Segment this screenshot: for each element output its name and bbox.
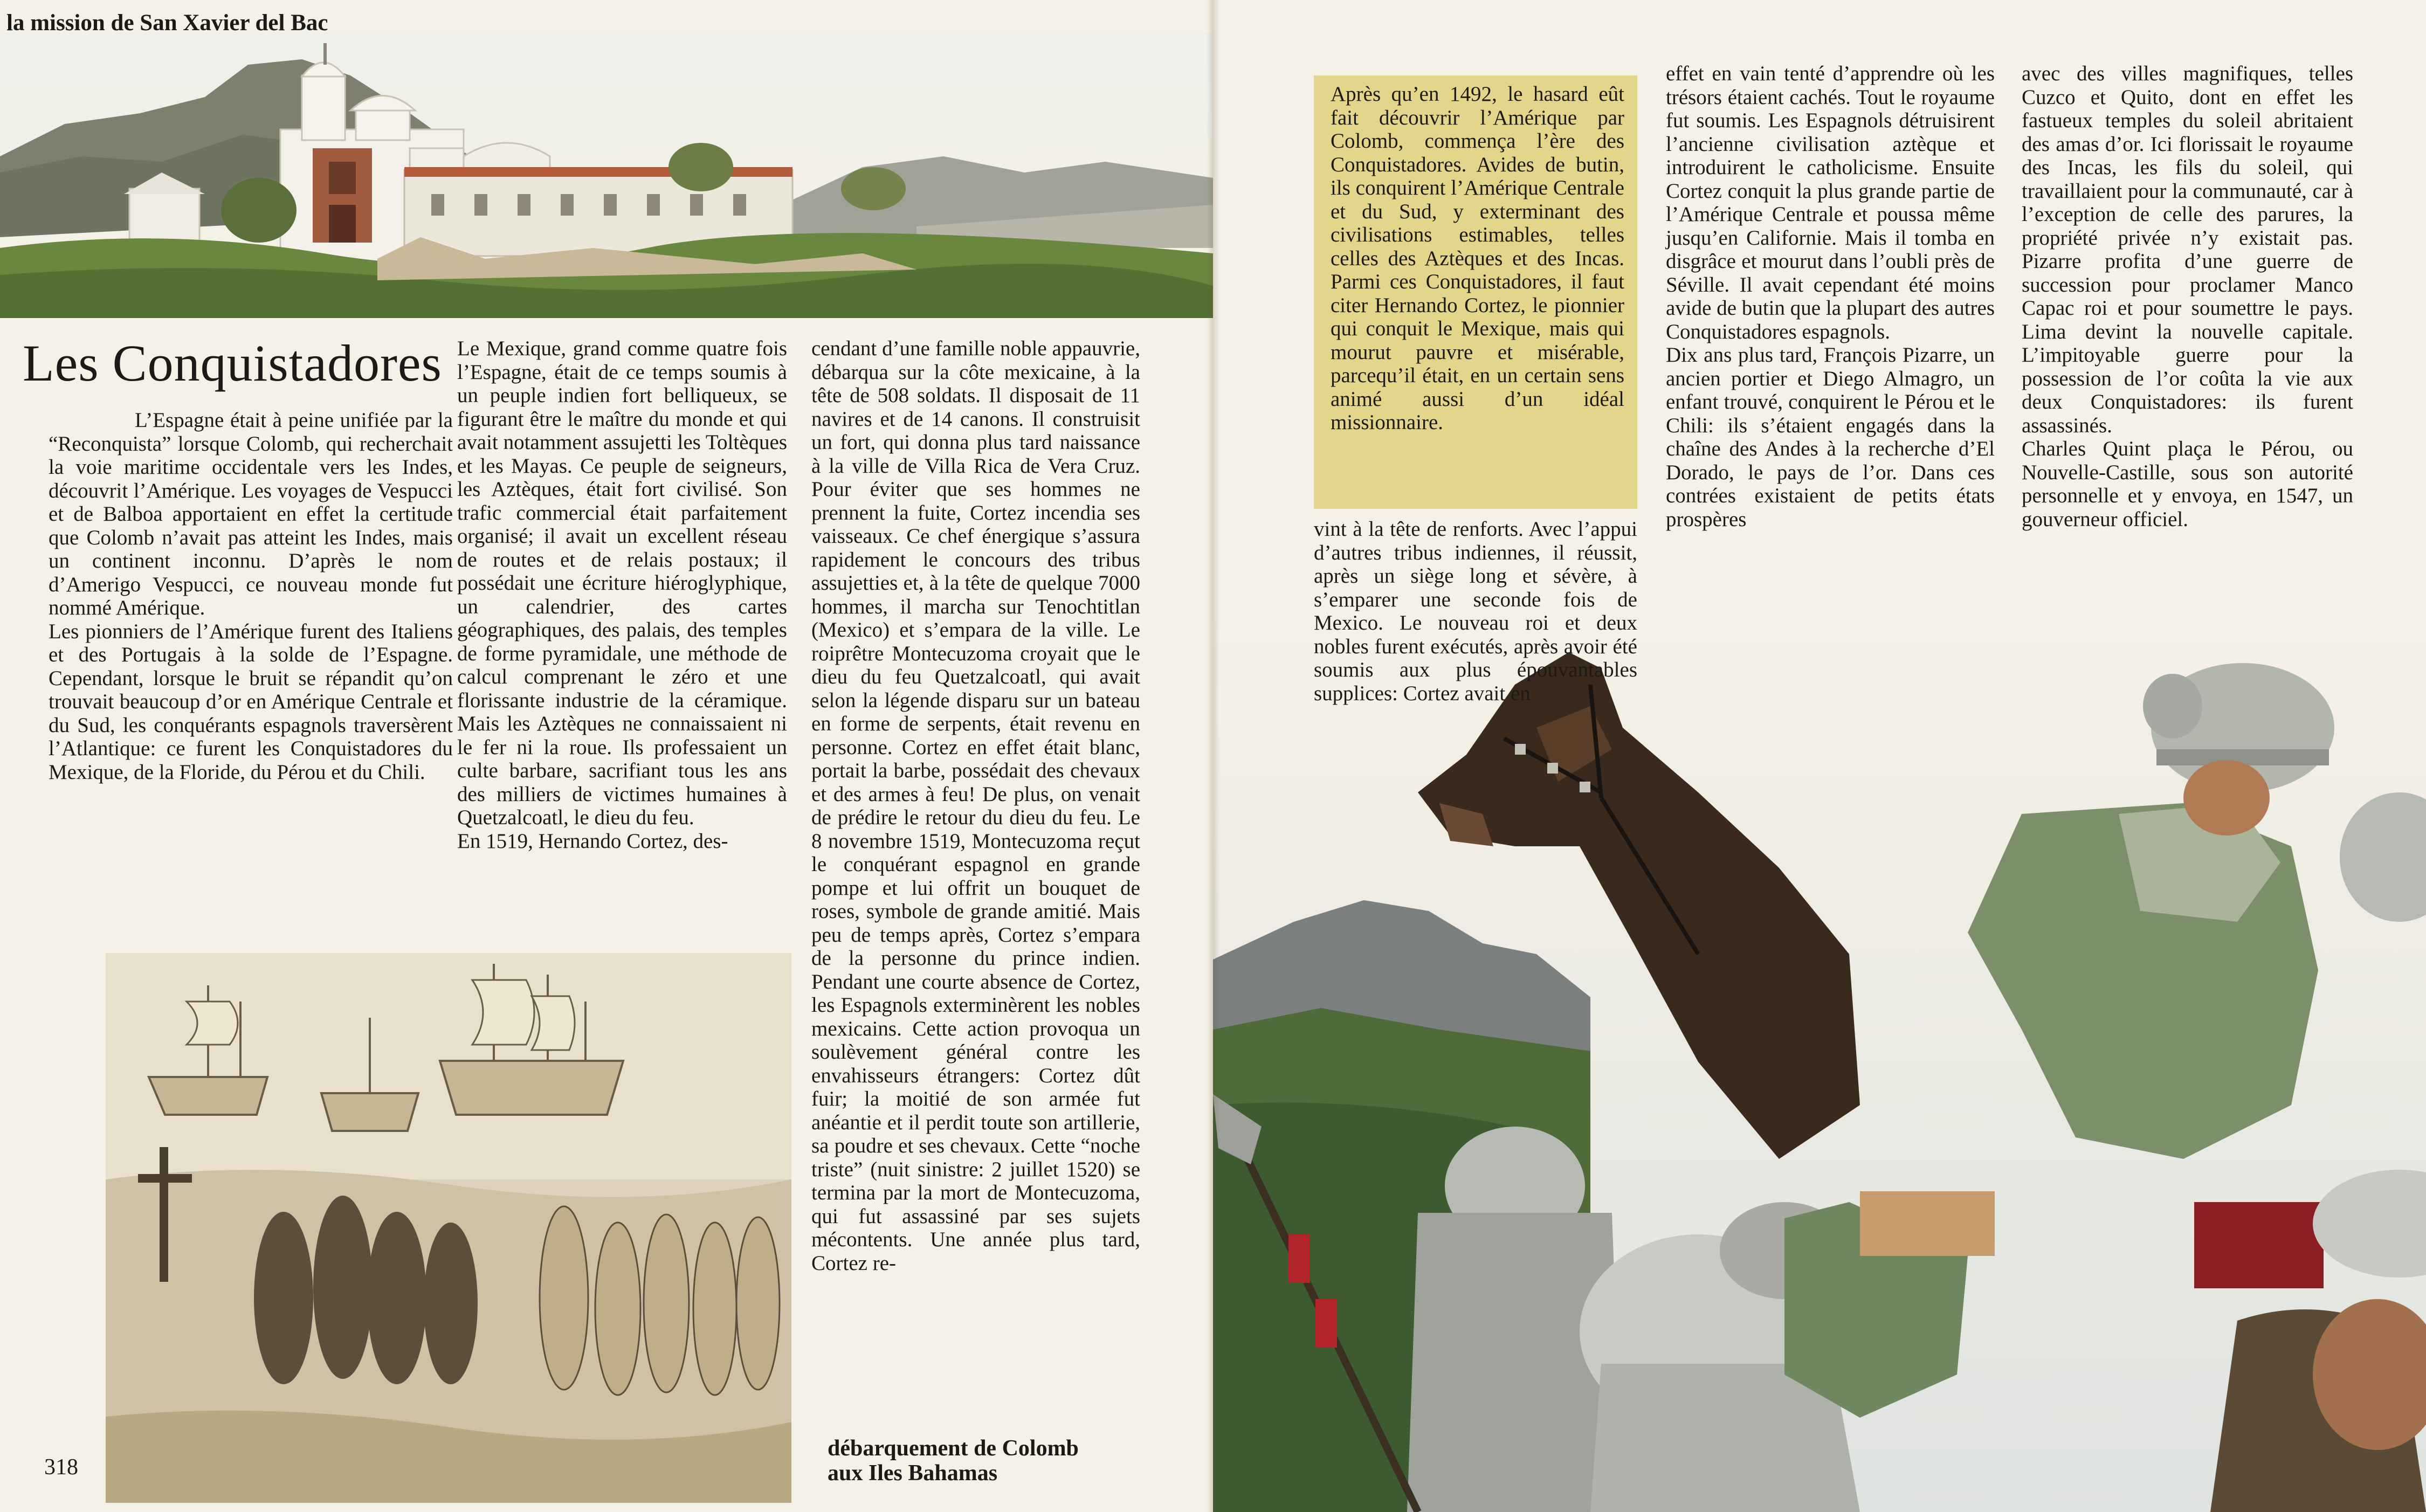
left-column-3 (811, 337, 1140, 1275)
page-number: 318 (44, 1455, 78, 1480)
left-column-2 (457, 337, 787, 853)
right-column-1 (1314, 517, 1637, 705)
conquistadors-painting (1213, 620, 2426, 1512)
caption-line: débarquement de Colomb (828, 1436, 1079, 1461)
paragraph: avec des villes magnifiques, telles Cuzco et Quito, dont en effet les fastueux temples du soleil abritaient des amas d’or. Ici florissait le royaume des Incas, les fils du soleil, qui travaillaient pour la communauté, car à l’exception de celle des parures, la propriété privée n’y existait pas. Pizarre profita d’une guerre de succession pour proclamer Manco Capac roi et pour soumettre le pays. Lima devint la nouvelle capitale. L’impitoyable guerre pour la possession de l’or coûta la vie aux deux Conquistadores: ils furent assassinés. (2022, 62, 2353, 437)
page-title: Les Conquistadores (23, 334, 442, 392)
paragraph: L’Espagne était à peine unifiée par la “Reconquista” lorsque Colomb, qui recherchait la voie maritime occidentale vers les Indes, découvrit l’Amérique. Les voyages de Vespucci et de Balboa apportaient en effet la certitude que Colomb n’avait pas atteint les Indes, mais un continent inconnu. D’après le nom d’Amerigo Vespucci, ce nouveau monde fut nommé Amérique. (49, 409, 453, 619)
paragraph: Charles Quint plaça le Pérou, ou Nouvelle-Castille, sous son autorité personnelle et y envoya, en 1547, un gouverneur officiel. (2022, 437, 2353, 531)
caption-line: aux Iles Bahamas (828, 1461, 998, 1486)
right-column-2 (1666, 62, 1995, 531)
mission-caption: la mission de San Xavier del Bac (6, 10, 328, 36)
right-column-3 (2022, 62, 2353, 531)
paragraph: Dix ans plus tard, François Pizarre, un ancien portier et Diego Almagro, un enfant trouvé, conquirent le Pérou et le Chili: ils s’étaient engagés dans la chaîne des Andes à la recherche d’El Dorado, le pays de l’or. Dans ces contrées existaient de petits états prospères (1666, 343, 1995, 531)
paragraph: cendant d’une famille noble appauvrie, débarqua sur la côte mexicaine, à la tête de 508 soldats. Il disposait de 11 navires et de 14 canons. Il construisit un fort, qui donna plus tard naissance à la ville de Villa Rica de Vera Cruz. Pour éviter que ses hommes ne prennent la fuite, Cortez incendia ses vaisseaux. Ce chef énergique s’assura rapidement le concours des tribus assujetties et, à la tête de quelque 7000 hommes, il marcha sur Tenochtitlan (Mexico) et s’empara de la ville. Le roiprêtre Montecuzoma croyait que le dieu du feu Quetzalcoatl, qui avait selon la légende disparu sur un bateau en forme de serpents, était revenu en personne. Cortez en effet était blanc, portait la barbe, possédait des chevaux et des armes à feu! De plus, on venait de prédire le retour du dieu du feu. Le 8 novembre 1519, Montecuzoma reçut le conquérant espagnol en grande pompe et lui offrit un bouquet de roses, symbole de grande amitié. Mais peu de temps après, Cortez s’empara de la personne du prince indien. Pendant une courte absence de Cortez, les Espagnols exterminèrent les nobles mexicains. Cette action provoqua un soulèvement général contre les envahisseurs étrangers: Cortez dût fuir; la moitié de son armée fut anéantie et il perdit toute son artillerie, sa poudre et ses chevaux. Cette “noche triste” (nuit sinistre: 2 juillet 1520) se termina par la mort de Montecuzoma, qui fut assassiné par ses sujets mécontents. Une année plus tard, Cortez re- (811, 337, 1140, 1275)
paragraph: Les pionniers de l’Amérique furent des Italiens et des Portugais à la solde de l’Espagne. Cependant, lorsque le bruit se répandit qu’on trouvait beaucoup d’or en Amérique Centrale et du Sud, les conquérants espagnols traversèrent l’Atlantique: ce furent les Conquistadores du Mexique, de la Floride, du Pérou et du Chili. (49, 619, 453, 784)
columbus-landing-engraving (106, 953, 791, 1503)
mission-illustration (0, 32, 1213, 318)
summary-text: Après qu’en 1492, le hasard eût fait découvrir l’Amérique par Colomb, commença l’ère des Conquistadores. Avides de butin, ils conquirent l’Amérique Centrale et du Sud, y exterminant des civilisations estimables, telles celles des Aztèques et des Incas. Parmi ces Conquistadores, il faut citer Hernando Cortez, le pionnier qui conquit le Mexique, mais qui mourut pauvre et misérable, parcequ’il était, en un certain sens animé aussi d’un idéal missionnaire. (1331, 82, 1624, 434)
paragraph: En 1519, Hernando Cortez, des- (457, 829, 728, 853)
left-column-1 (49, 409, 453, 784)
engraving-caption (828, 1436, 1079, 1486)
paragraph: effet en vain tenté d’apprendre où les trésors étaient cachés. Tout le royaume fut soumis. Les Espagnols détruisirent l’ancienne civilisation aztèque et introduirent le catholicisme. Ensuite Cortez conquit la plus grande partie de l’Amérique Centrale et poussa même jusqu’en Californie. Mais il tomba en disgrâce et mourut dans l’oubli près de Séville. Il avait cependant été moins avide de butin que la plupart des autres Conquistadores espagnols. (1666, 62, 1995, 343)
paragraph: vint à la tête de renforts. Avec l’appui d’autres tribus indiennes, il réussit, après un siège long et sévère, à s’emparer une seconde fois de Mexico. Le nouveau roi et deux nobles furent exécutés, après avoir été soumis aux plus épouvantables supplices: Cortez avait en (1314, 517, 1637, 705)
book-gutter (1207, 0, 1219, 1512)
paragraph: Le Mexique, grand comme quatre fois l’Espagne, était de ce temps soumis à un peuple indien fort belliqueux, se figurant être le maître du monde et qui avait notamment assujetti les Toltèques et les Mayas. Ce peuple de seigneurs, les Aztèques, était fort civilisé. Son trafic commercial était parfaitement organisé; il avait un excellent réseau de routes et de relais postaux; il possédait une écriture hiéroglyphique, un calendrier, des cartes géographiques, des palais, des temples de forme pyramidale, une méthode de calcul comprenant le zéro et une florissante industrie de la céramique. Mais les Aztèques ne connaissaient ni le fer ni la roue. Ils professaient un culte barbare, sacrifiant tous les ans des milliers de victimes humaines à Quetzalcoatl, le dieu du feu. (457, 337, 787, 829)
